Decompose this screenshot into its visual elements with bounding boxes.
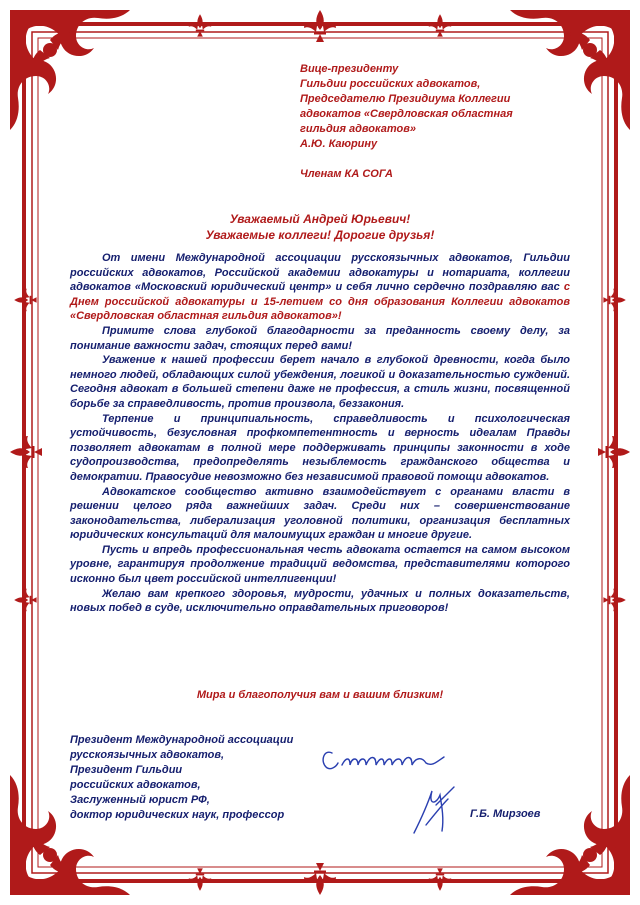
closing-wish: Мира и благополучия вам и вашим близким! [196,689,444,701]
members-line: Членам КА СОГА [300,168,393,180]
paragraph-1-end: ! [337,310,342,323]
paragraph-6: Пусть и впредь профессиональная честь адвоката остается на самом высоком уровне, гарантируя продолжение традиций ведомства, представителями которого исконно был цвет российской интеллигенции! [70,543,570,586]
signer-title [70,733,293,823]
addressee-line: гильдия адвокатов» [300,123,416,135]
paragraph-1-highlight: с Днем российской адвокатуры и 15-летием со дня образования Коллегии адвокатов «Свердловская областная гильдия адвокатов» [70,281,570,323]
signer-line: Президент Гильдии [70,764,183,776]
signer-line: доктор юридических наук, профессор [70,809,285,821]
paragraph-1-start: От имени Международной ассоциации русскоязычных адвокатов, Гильдии российских адвокатов, Российской академии адвокатуры и нотариата, коллегии адвокатов «Московский юридический центр» и себя лично сердечно поздравляю вас [70,252,570,294]
signer-line: российских адвокатов, [70,779,201,791]
addressee-line: Вице-президенту [300,63,399,75]
addressee-line: А.Ю. Каюрину [300,138,378,150]
paragraph-1 [70,251,570,324]
signer-line: Заслуженный юрист РФ, [70,794,210,806]
greeting [70,211,570,243]
signer-line: Президент Международной ассоциации [70,734,294,746]
addressee-line: Председателю Президиума Коллегии [300,93,511,105]
addressee-block [300,62,600,152]
greeting-line-2: Уважаемые коллеги! Дорогие друзья! [205,228,435,242]
signer-name: Г.Б. Мирзоев [470,808,541,820]
paragraph-4: Терпение и принципиальность, справедливость и психологическая устойчивость, безусловная профкомпетентность и верность идеалам Правды позволяет адвокатам в полной мере поддерживать принципы законности в ходе судопроизводства, предопределять незыблемость гражданского общества и демократии. Правосудие невозможно без независимой правовой помощи адвокатов. [70,412,570,483]
letter-body [70,251,570,616]
handwritten-signature [318,735,478,835]
addressee-line: адвокатов «Свердловская областная [300,108,513,120]
paragraph-5: Адвокатское сообщество активно взаимодействует с органами власти в решении целого ряда важнейших задач. Среди них – совершенствование законодательства, либерализация уголовной политики, организация бесплатных юридических консультаций для малоимущих граждан и многие другие. [70,485,570,542]
greeting-line-1: Уважаемый Андрей Юрьевич! [229,212,411,226]
paragraph-7: Желаю вам крепкого здоровья, мудрости, удачных и полных доказательств, новых побед в суде, исключительно оправдательных приговоров! [70,587,570,615]
addressee-line: Гильдии российских адвокатов, [300,78,481,90]
paragraph-3: Уважение к нашей профессии берет начало в глубокой древности, когда было немного людей, обладающих силой убеждения, логикой и доказательностью суждений. Сегодня адвокат в большей степени даже не профессия, а стиль жизни, посвященной борьбе за справедливость, против произвола, беззакония. [70,354,570,410]
signer-line: русскоязычных адвокатов, [70,749,225,761]
paragraph-2: Примите слова глубокой благодарности за преданность своему делу, за понимание важности задач, стоящих перед вами! [70,324,570,352]
